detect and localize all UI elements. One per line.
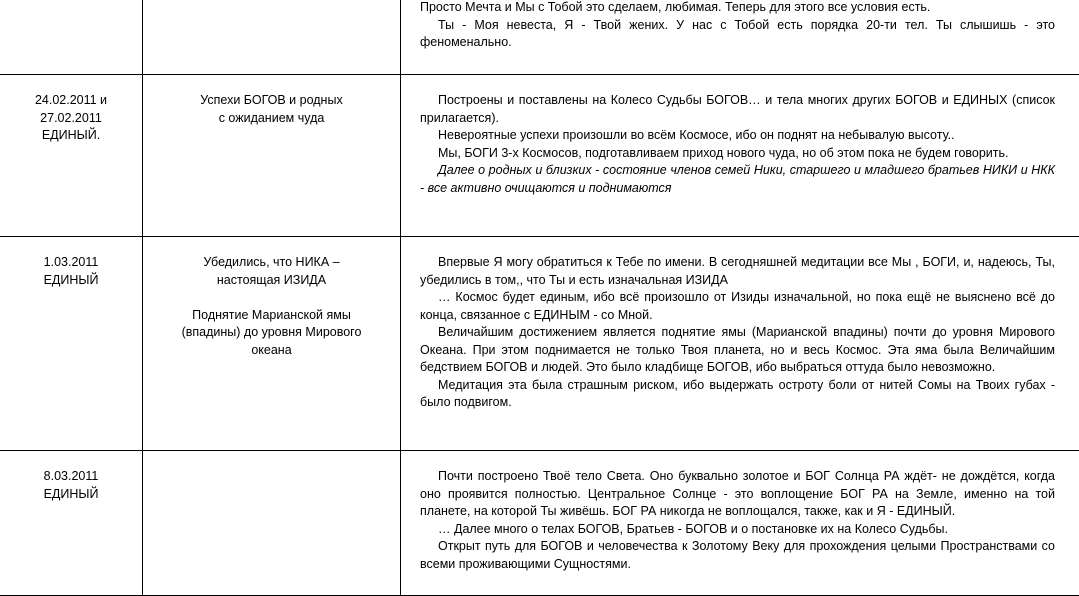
paragraph: Впервые Я могу обратиться к Тебе по имени. В сегодняшней медитации все Мы , БОГИ, и, надеюсь, Ты, убедились в том,, что Ты и есть изначальная ИЗИДА — [420, 254, 1055, 289]
title-spacer — [149, 289, 394, 307]
title-line: (впадины) до уровня Мирового — [149, 324, 394, 342]
date-cell-1 — [0, 75, 143, 237]
date-cell-0 — [0, 0, 143, 75]
date-line: 1.03.2011 — [6, 254, 136, 272]
text-cell-2 — [401, 237, 1079, 451]
date-line: 27.02.2011 — [6, 110, 136, 128]
title-cell-3 — [143, 451, 401, 596]
date-line: 24.02.2011 и — [6, 92, 136, 110]
text-cell-0 — [401, 0, 1079, 75]
title-line: Убедились, что НИКА – — [149, 254, 394, 272]
date-cell-2 — [0, 237, 143, 451]
title-line: Успехи БОГОВ и родных — [149, 92, 394, 110]
title-line: настоящая ИЗИДА — [149, 272, 394, 290]
paragraph: Построены и поставлены на Колесо Судьбы БОГОВ… и тела многих других БОГОВ и ЕДИНЫХ (список прилагается). — [420, 92, 1055, 127]
paragraph: Невероятные успехи произошли во всём Космосе, ибо он поднят на небывалую высоту.. — [420, 127, 1055, 145]
paragraph: Далее о родных и близких - состояние членов семей Ники, старшего и младшего братьев НИКИ и НКК - все активно очищаются и поднимаются — [420, 162, 1055, 197]
paragraph: Просто Мечта и Мы с Тобой это сделаем, любимая. Теперь для этого все условия есть. — [420, 0, 1055, 17]
title-line: с ожиданием чуда — [149, 110, 394, 128]
table-row-1 — [0, 75, 1079, 237]
text-cell-3 — [401, 451, 1079, 596]
paragraph: … Далее много о телах БОГОВ, Братьев - БОГОВ и о постановке их на Колесо Судьбы. — [420, 521, 1055, 539]
paragraph: Ты - Моя невеста, Я - Твой жених. У нас с Тобой есть порядка 20-ти тел. Ты слышишь - это феноменально. — [420, 17, 1055, 52]
table-row-0 — [0, 0, 1079, 75]
paragraph: … Космос будет единым, ибо всё произошло от Изиды изначальной, но пока ещё не выяснено всё до конца, связанное с ЕДИНЫМ - со Мной. — [420, 289, 1055, 324]
title-cell-0 — [143, 0, 401, 75]
date-line: ЕДИНЫЙ — [6, 486, 136, 504]
text-cell-1 — [401, 75, 1079, 237]
title-line: Поднятие Марианской ямы — [149, 307, 394, 325]
date-cell-3 — [0, 451, 143, 596]
paragraph: Мы, БОГИ 3-х Космосов, подготавливаем приход нового чуда, но об этом пока не будем говорить. — [420, 145, 1055, 163]
paragraph: Медитация эта была страшным риском, ибо выдержать остроту боли от нитей Сомы на Твоих губах - было подвигом. — [420, 377, 1055, 412]
date-line: ЕДИНЫЙ. — [6, 127, 136, 145]
title-cell-2 — [143, 237, 401, 451]
date-line: 8.03.2011 — [6, 468, 136, 486]
paragraph: Величайшим достижением является поднятие ямы (Марианской впадины) почти до уровня Мирового Океана. При этом поднимается не только Твоя планета, но и весь Космос. Эта яма была Величайшим бедствием БОГОВ и людей. Это было кладбище БОГОВ, ибо выбраться оттуда было невозможно. — [420, 324, 1055, 377]
date-line: ЕДИНЫЙ — [6, 272, 136, 290]
paragraph: Почти построено Твоё тело Света. Оно буквально золотое и БОГ Солнца РА ждёт- не дождётся, когда оно проявится полностью. Центральное Солнце - это воплощение БОГ РА на Земле, именно на той планете, на которой Ты живёшь. БОГ РА никогда не воплощался, также, как и Я - ЕДИНЫЙ. — [420, 468, 1055, 521]
table-row-3 — [0, 451, 1079, 596]
title-cell-1 — [143, 75, 401, 237]
table-row-2 — [0, 237, 1079, 451]
paragraph: Открыт путь для БОГОВ и человечества к Золотому Веку для прохождения целыми Пространствами со всеми проживающими Сущностями. — [420, 538, 1055, 573]
title-line: океана — [149, 342, 394, 360]
